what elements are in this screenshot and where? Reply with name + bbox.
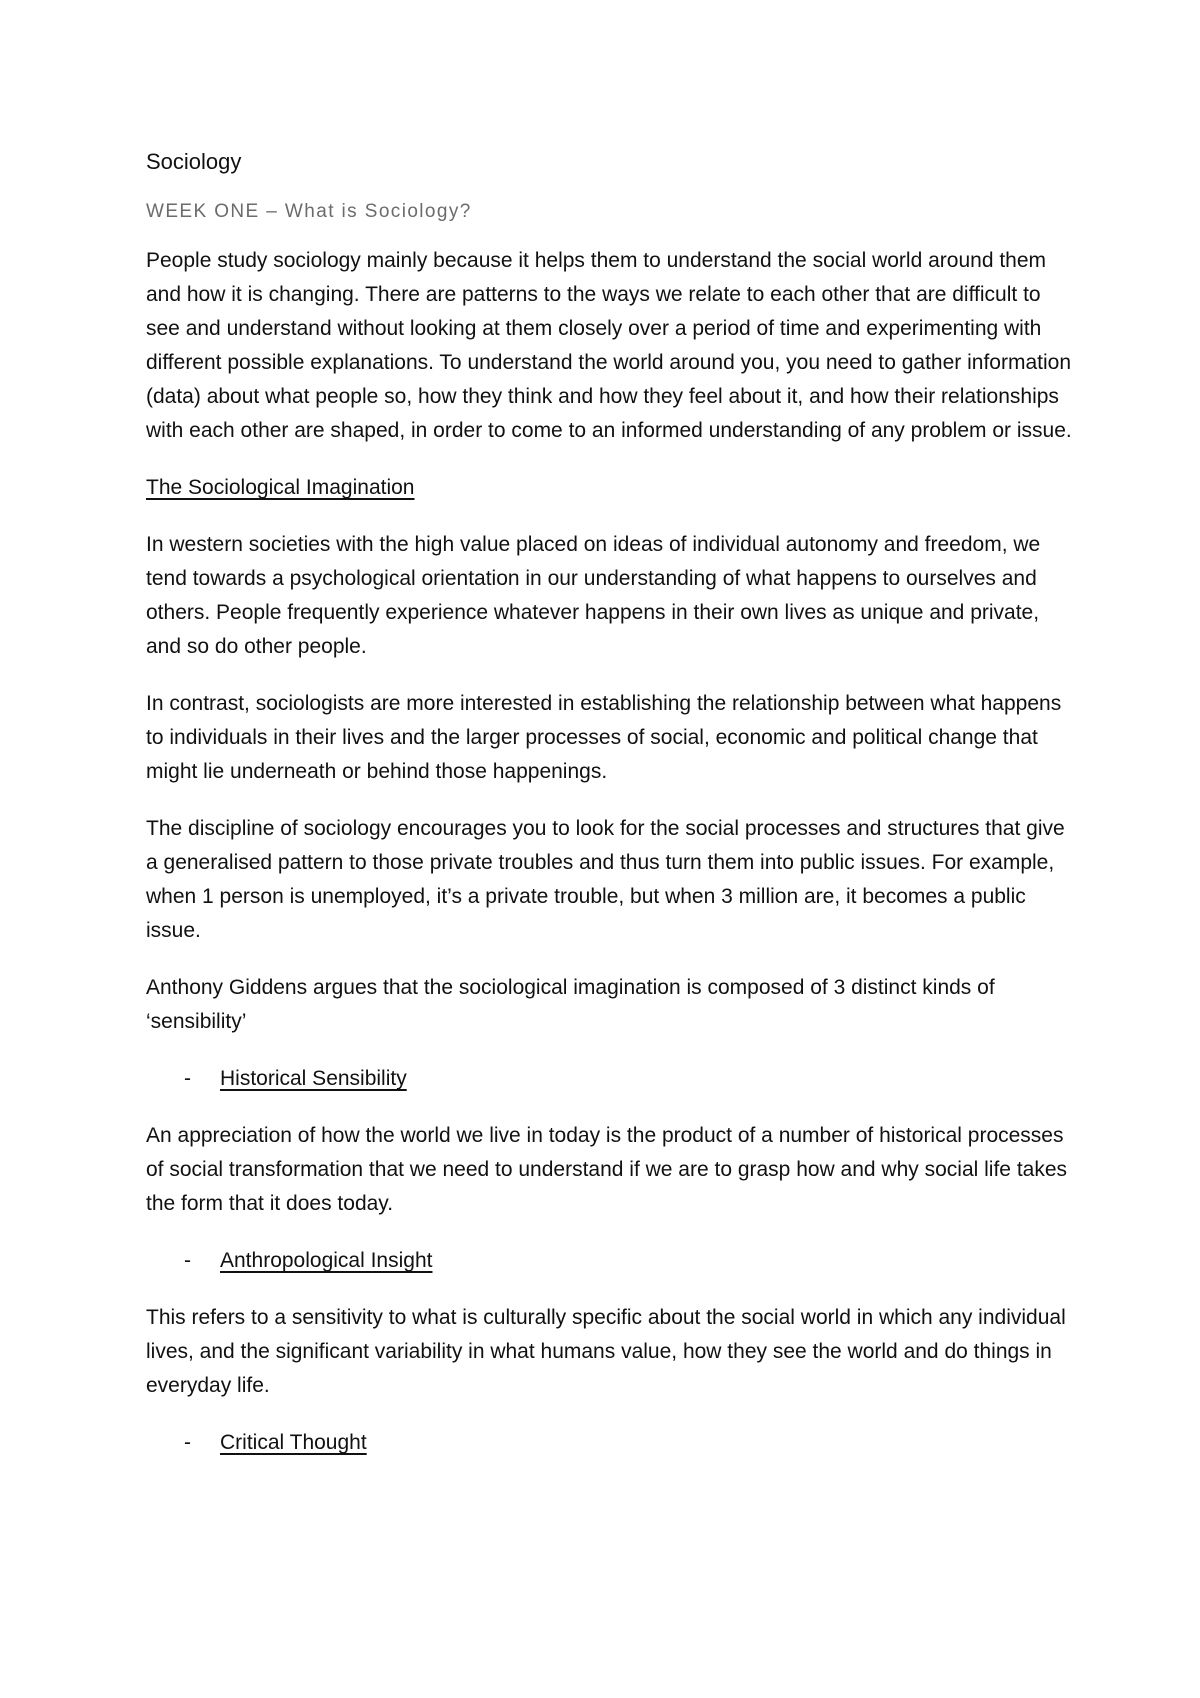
body-paragraph-3: The discipline of sociology encourages you to look for the social processes and structures that give a generalised pattern to those private troubles and thus turn them into public issues. For example, when 1 person is unemployed, it’s a private trouble, but when 3 million are, it becomes a public issue. <box>146 817 1065 942</box>
body-paragraph-4: Anthony Giddens argues that the sociological imagination is composed of 3 distinct kinds of ‘sensibility’ <box>146 976 995 1033</box>
sensibility-description-historical: An appreciation of how the world we live in today is the product of a number of historical processes of social transformation that we need to understand if we are to grasp how and why social life takes the form that it does today. <box>146 1124 1068 1215</box>
bullet-dash: - <box>184 1067 191 1090</box>
intro-paragraph: People study sociology mainly because it helps them to understand the social world around them and how it is changing. There are patterns to the ways we relate to each other that are difficult to see and understand without looking at them closely over a period of time and experimenting with different possible explanations. To understand the world around you, you need to gather information (data) about what people so, how they think and how they feel about it, and how their relationships with each other are shaped, in order to come to an informed understanding of any problem or issue. <box>146 249 1072 442</box>
sensibility-item-anthropological <box>146 1244 1076 1278</box>
sensibility-label: Critical Thought <box>220 1431 367 1454</box>
sensibility-item-historical <box>146 1062 1076 1096</box>
sensibility-label: Anthropological Insight <box>220 1249 433 1272</box>
body-paragraph-2: In contrast, sociologists are more interested in establishing the relationship between what happens to individuals in their lives and the larger processes of social, economic and political change that might lie underneath or behind those happenings. <box>146 692 1062 783</box>
sensibility-label: Historical Sensibility <box>220 1067 407 1090</box>
bullet-dash: - <box>184 1431 191 1454</box>
document-body <box>146 148 1076 1483</box>
section-heading: The Sociological Imagination <box>146 476 415 499</box>
sensibility-item-critical <box>146 1426 1076 1460</box>
week-heading: WEEK ONE – What is Sociology? <box>146 201 472 222</box>
body-paragraph-1: In western societies with the high value placed on ideas of individual autonomy and freedom, we tend towards a psychological orientation in our understanding of what happens to ourselves and others. People frequently experience whatever happens in their own lives as unique and private, and so do other people. <box>146 533 1041 658</box>
sensibility-description-anthropological: This refers to a sensitivity to what is culturally specific about the social world in which any individual lives, and the significant variability in what humans value, how they see the world and do things in everyday life. <box>146 1306 1066 1397</box>
bullet-dash: - <box>184 1249 191 1272</box>
document-title: Sociology <box>146 149 242 174</box>
